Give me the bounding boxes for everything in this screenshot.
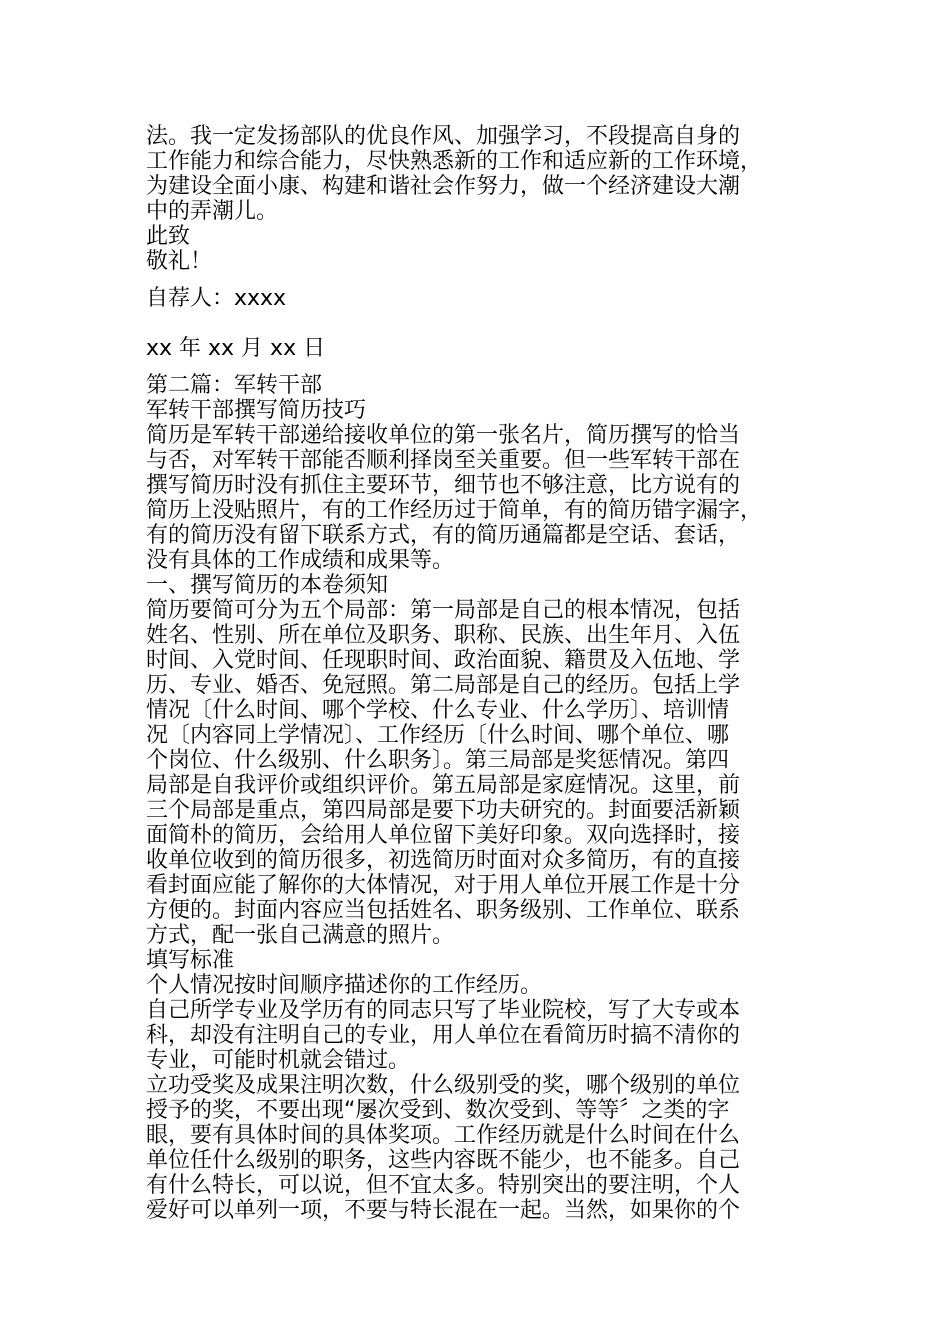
document-subtitle: 军转干部撰写简历技巧	[146, 398, 367, 423]
body-paragraph-1: 简历要简可分为五个局部：第一局部是自己的根本情况，包括 姓名、性别、所在单位及职务、职称、民族、出生年月、入伍 时间、入党时间、任现职时间、政治面貌、籍贯及入伍地、学 历、专业、婚否、免冠照。第二局部是自己的经历。包括上学 情况〔什么时间、哪个学校、什么专业、什么学历〕、培训情 况〔内容同上学情况〕、工作经历〔什么时间、哪个单位、哪 个岗位、什么级别、什么职务〕。第三局部是奖惩情况。第四 局部是自我评价或组织评价。第五局部是家庭情况。这里，前 三个局部是重点，第四局部是要下功夫研究的。封面要活新颖 面简朴的简历，会给用人单位留下美好印象。双向选择时，接 收单位收到的简历很多，初选简历时面对众多简历，有的直接 看封面应能了解你的大体情况，对于用人单位开展工作是十分 方便的。封面内容应当包括姓名、职务级别、工作单位、联系 方式，配一张自己满意的照片。	[146, 598, 741, 948]
body-paragraph-4: 立功受奖及成果注明次数，什么级别受的奖，哪个级别的单位 授予的奖，不要出现“屡次受到、数次受到、等等〞之类的字 眼，要有具体时间的具体奖项。工作经历就是什么时间在什么 单位任什么级别的职务，这些内容既不能少，也不能多。自己 有什么特长，可以说，但不宜太多。特别突出的要注明，个人 爱好可以单列一项，不要与特长混在一起。当然，如果你的个	[146, 1073, 741, 1223]
intro-paragraph: 简历是军转干部递给接收单位的第一张名片，简历撰写的恰当 与否，对军转干部能否顺利择岗至关重要。但一些军转干部在 撰写简历时没有抓住主要环节，细节也不够注意，比方说有的 简历上没贴照片，有的工作经历过于简单，有的简历错字漏字， 有的简历没有留下联系方式，有的简历通篇都是空话、套话， 没有具体的工作成绩和成果等。	[146, 423, 763, 573]
salutation-line-1: 此致	[146, 224, 191, 249]
body-paragraph-2: 个人情况按时间顺序描述你的工作经历。	[146, 973, 543, 998]
body-paragraph-3: 自己所学专业及学历有的同志只写了毕业院校，写了大专或本 科，却没有注明自己的专业，用人单位在看简历时搞不清你的 专业，可能时机就会错过。	[146, 998, 741, 1073]
closing-paragraph: 法。我一定发扬部队的优良作风、加强学习，不段提高自身的 工作能力和综合能力，尽快熟悉新的工作和适应新的工作环境， 为建设全面小康、构建和谐社会作努力，做一个经济建设大潮 中的弄潮儿。	[146, 124, 763, 224]
section-heading-1: 一、撰写简历的本卷须知	[146, 573, 389, 598]
salutation-line-2: 敬礼！	[146, 249, 213, 274]
date-line: xx 年 xx 月 xx 日	[146, 336, 326, 361]
signer-line: 自荐人：xxxx	[146, 286, 287, 311]
section-title: 第二篇：军转干部	[146, 373, 323, 398]
section-heading-2: 填写标准	[146, 948, 235, 973]
